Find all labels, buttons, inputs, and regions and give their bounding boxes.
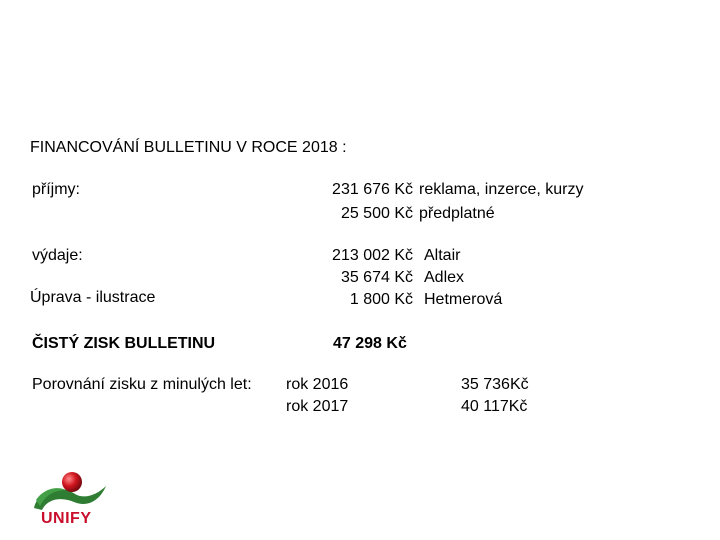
expense-illustration-label: Úprava - ilustrace: [30, 289, 156, 306]
logo-text: UNIFY: [41, 510, 92, 527]
expense-description: Hetmerová: [424, 291, 503, 308]
expense-description: Adlex: [424, 269, 465, 286]
comparison-value: 35 736Kč: [461, 376, 529, 393]
comparison-label: Porovnání zisku z minulých let:: [32, 376, 252, 393]
income-amount: 231 676 Kč: [332, 181, 413, 198]
expense-amount: 35 674 Kč: [340, 269, 413, 286]
expense-amount: 1 800 Kč: [349, 291, 413, 308]
income-description: reklama, inzerce, kurzy: [419, 181, 584, 198]
net-profit-label: ČISTÝ ZISK BULLETINU: [32, 335, 216, 352]
expense-description: Altair: [424, 247, 461, 264]
page-title: FINANCOVÁNÍ BULLETINU V ROCE 2018 :: [30, 139, 347, 156]
income-label: příjmy:: [32, 181, 80, 198]
comparison-year: rok 2016: [286, 376, 349, 393]
income-amount: 25 500 Kč: [340, 205, 413, 222]
comparison-value: 40 117Kč: [461, 398, 528, 415]
expenses-label: výdaje:: [32, 247, 83, 264]
comparison-year: rok 2017: [286, 398, 349, 415]
income-description: předplatné: [419, 205, 495, 222]
net-profit-value: 47 298 Kč: [333, 335, 407, 352]
logo-ball-shape: [62, 472, 82, 492]
expense-amount: 213 002 Kč: [332, 247, 413, 264]
